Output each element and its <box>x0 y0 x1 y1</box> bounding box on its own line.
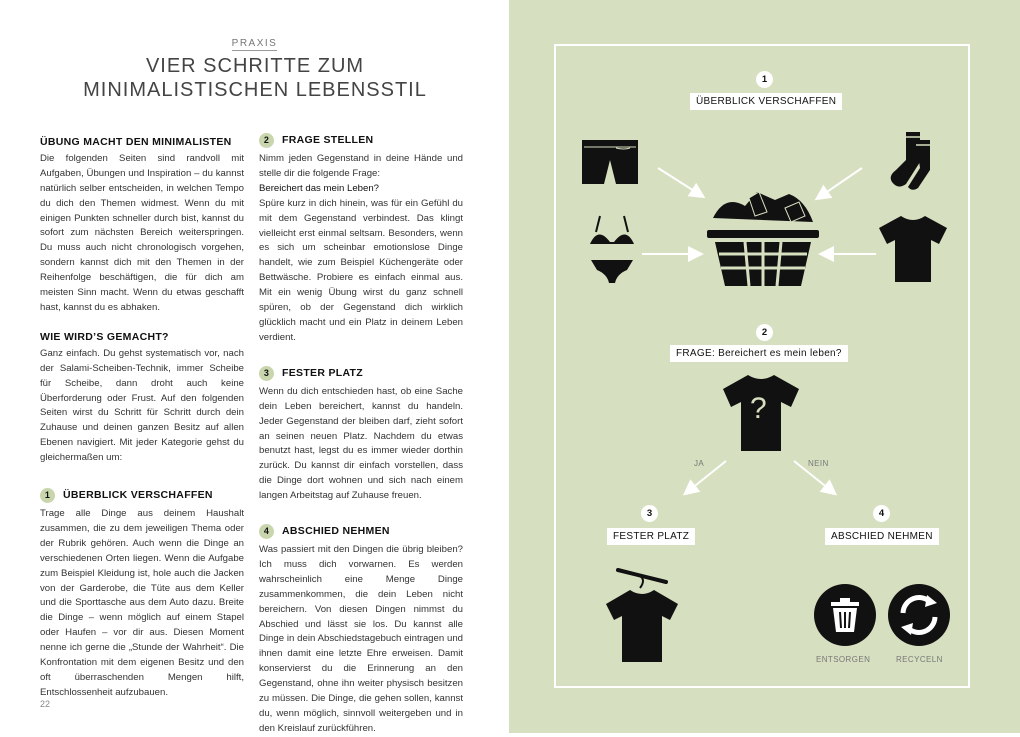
yes-label: JA <box>694 459 705 468</box>
step2-text-b: Spüre kurz in dich hinein, was für ein Gefühl du mit dem Gegenstand verbindest. Das klingt vielleicht erst einmal seltsam. Besonders, wenn es sich um scheinbar emotionslose Dinge handelt, wie zum Beispiel Küchengeräte oder Bettwäsche. Probiere es einfach einmal aus. Mit ein wenig Übung wirst du ganz schnell spüren, ob der Gegenstand dich wirklich glücklich macht und ein Platz in deinem Leben verdient. <box>259 197 463 343</box>
left-page <box>0 0 509 733</box>
trash-icon <box>813 583 877 647</box>
info-step1-badge: 1 <box>756 71 773 88</box>
question-mark: ? <box>750 392 767 425</box>
step2-heading-text: FRAGE STELLEN <box>282 134 374 147</box>
step4-heading-text: ABSCHIED NEHMEN <box>282 525 390 538</box>
text-column-left <box>40 135 244 701</box>
info-step2-badge: 2 <box>756 324 773 341</box>
step2-question: Bereichert das mein Leben? <box>259 182 379 194</box>
step3-heading-text: FESTER PLATZ <box>282 366 363 379</box>
shirt-on-hanger-icon <box>604 566 680 664</box>
info-step1-label: ÜBERBLICK VERSCHAFFEN <box>690 93 842 110</box>
step2-text-a: Nimm jeden Gegenstand in deine Hände und stelle dir die folgende Frage: <box>259 153 463 179</box>
info-step3-badge: 3 <box>641 505 658 522</box>
step3-text: Wenn du dich entschieden hast, ob eine Sache dein Leben bereichert, kannst du handeln. Jeder Gegenstand der bleiben darf, zieht sofort an seinen neuen Platz. Nachdem du etwas benutzt hast, legst du es immer wieder dorthin zurück. Du kannst dir einfach vorstellen, dass die Dinge dort wohnen und sich nach einem langen Arbeitstag auf Zuhause freuen. <box>259 385 463 502</box>
info-step4-badge: 4 <box>873 505 890 522</box>
intro-text: Die folgenden Seiten sind randvoll mit Aufgaben, Übungen und Inspiration – du kannst natürlich selber entscheiden, in welchen Tempo du dich den Themen widmest. Wenn du mit einigen Punkten schneller durch bist, kannst du sofort zum nächsten Bereich weiterspringen. Du muss auch nicht chronologisch vorgehen, sondern kannst dich mit den Themen in der Reihenfolge beschäftigen, die für dich am meisten Sinn macht. Wenn du etwas geschafft hast, kannst du es abhaken. <box>40 152 244 313</box>
intro-heading: ÜBUNG MACHT DEN MINIMALISTEN <box>40 136 232 148</box>
how-text: Ganz einfach. Du gehst systematisch vor, nach der Salami-Scheiben-Technik, immer Scheibe für Scheibe, dann droht auch keine Überforderung oder Frust. Auf den folgenden Seiten wirst du Schritt für Schritt durch dein Zuhause und deinen ganzen Besitz auf allen Ebenen navigiert. Mit jeder Kategorie gehst du gleichermaßen um: <box>40 347 244 464</box>
text-column-right <box>259 133 463 737</box>
step1-text: Trage alle Dinge aus deinem Haushalt zusammen, die zu dem jeweiligen Thema oder der Rubrik gehören. Auch wenn die Dinge an verschiedenen Orten liegen. Wenn die Aufgabe zum Beispiel Kleidung ist, hole auch die Jacken von der Garderobe, die Tüte aus dem Keller und die Sporttasche aus dem Auto dazu. Breite die Dinge – wenn möglich auf einem Stapel oder Haufen – vor dir aus. Diesen Moment nenne ich gerne die „Stunde der Wahrheit“. Die Konfrontation mit dem eigenen Besitz und den oft überraschenden Mengen hilft, Entschlossenheit aufzubauen. <box>40 508 244 698</box>
page-number: 22 <box>40 699 51 709</box>
how-heading: WIE WIRD’S GEMACHT? <box>40 330 169 343</box>
step1-heading <box>40 488 244 503</box>
recycle-icon <box>887 583 951 647</box>
step2-heading <box>259 133 463 148</box>
title-line-2: MINIMALISTISCHEN LEBENSSTIL <box>83 79 427 101</box>
step2-badge: 2 <box>259 133 274 148</box>
section-kicker: PRAXIS <box>231 38 278 49</box>
no-label: NEIN <box>808 459 829 468</box>
recycle-label: RECYCELN <box>896 655 943 664</box>
info-step2-label: FRAGE: Bereichert es mein leben? <box>670 345 848 362</box>
step4-text: Was passiert mit den Dingen die übrig bleiben? Ich muss dich vorwarnen. Es werden wahrscheinlich eine Menge Dinge zusammenkommen, die dein Leben nicht bereichern. Von diesen Dingen nimmst du Abschied und lässt sie los. Du kannst alle Dinge in dein Abschiedstagebuch eintragen und ihnen damit eine letzte Ehre erweisen. Damit konservierst du die Erinnerung an den Gegenstand, ohne ihn weiter physisch besitzen zu müssen. Die Dinge, die gehen sollen, kannst du, wenn möglich, sinnvoll weitergeben und in den Kreislauf zurückführen. <box>259 544 463 734</box>
step1-badge: 1 <box>40 488 55 503</box>
dispose-label: ENTSORGEN <box>816 655 871 664</box>
step1-heading-text: ÜBERBLICK VERSCHAFFEN <box>63 489 213 502</box>
info-step3-label: FESTER PLATZ <box>607 528 695 545</box>
collect-arrows <box>560 150 960 280</box>
decision-arrows <box>670 455 850 505</box>
step4-badge: 4 <box>259 524 274 539</box>
step3-heading <box>259 366 463 381</box>
info-step4-label: ABSCHIED NEHMEN <box>825 528 939 545</box>
title-line-1: VIER SCHRITTE ZUM <box>145 55 365 77</box>
page-title <box>60 54 450 102</box>
step4-heading <box>259 524 463 539</box>
step3-badge: 3 <box>259 366 274 381</box>
